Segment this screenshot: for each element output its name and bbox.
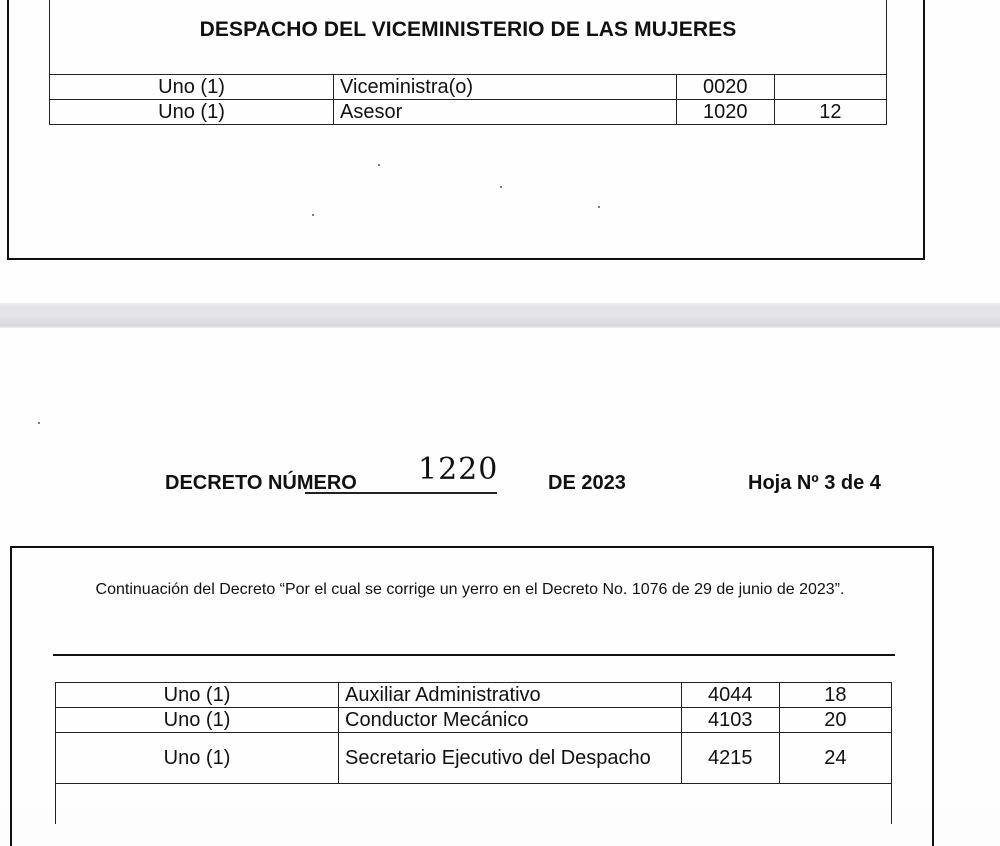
scan-speck bbox=[598, 206, 600, 208]
scan-speck bbox=[500, 186, 502, 188]
cell-grade: 18 bbox=[779, 683, 891, 708]
scan-speck bbox=[38, 422, 40, 424]
table-row bbox=[50, 75, 887, 100]
section-header-box bbox=[49, 0, 887, 74]
empty-cell bbox=[56, 784, 892, 825]
positions-table-top bbox=[49, 74, 887, 125]
table-row-empty bbox=[56, 784, 892, 825]
cell-code: 0020 bbox=[676, 75, 774, 100]
document-page-top bbox=[0, 0, 1000, 305]
decreto-number: 1220 bbox=[418, 452, 499, 487]
cell-grade: 20 bbox=[779, 708, 891, 733]
cell-code: 4044 bbox=[681, 683, 779, 708]
divider bbox=[53, 654, 895, 656]
page-separator[interactable] bbox=[0, 303, 1000, 328]
scan-speck bbox=[378, 164, 380, 166]
table-row bbox=[56, 683, 892, 708]
cell-code: 1020 bbox=[676, 100, 774, 125]
positions-table-bottom bbox=[55, 682, 892, 824]
cell-position: Secretario Ejecutivo del Despacho bbox=[339, 733, 682, 784]
cell-position: Conductor Mecánico bbox=[339, 708, 682, 733]
decreto-number-underline bbox=[305, 492, 497, 494]
table-row bbox=[56, 708, 892, 733]
decreto-label: DECRETO NÚMERO bbox=[165, 472, 357, 494]
scan-speck bbox=[312, 214, 314, 216]
cell-grade bbox=[774, 75, 886, 100]
cell-position: Auxiliar Administrativo bbox=[339, 683, 682, 708]
cell-code: 4215 bbox=[681, 733, 779, 784]
page-indicator: Hoja Nº 3 de 4 bbox=[748, 472, 881, 494]
document-page-bottom bbox=[0, 328, 1000, 809]
cell-position: Viceministra(o) bbox=[334, 75, 677, 100]
cell-code: 4103 bbox=[681, 708, 779, 733]
cell-position: Asesor bbox=[334, 100, 677, 125]
continuation-text: Continuación del Decreto “Por el cual se corrige un yerro en el Decreto No. 1076 de 29 de junio de 2023”. bbox=[95, 581, 845, 598]
cell-quantity: Uno (1) bbox=[56, 708, 339, 733]
cell-grade: 12 bbox=[774, 100, 886, 125]
cell-quantity: Uno (1) bbox=[50, 75, 334, 100]
cell-quantity: Uno (1) bbox=[56, 733, 339, 784]
cell-grade: 24 bbox=[779, 733, 891, 784]
cell-quantity: Uno (1) bbox=[50, 100, 334, 125]
cell-quantity: Uno (1) bbox=[56, 683, 339, 708]
table-row bbox=[50, 100, 887, 125]
decreto-year: DE 2023 bbox=[548, 472, 626, 494]
table-row bbox=[56, 733, 892, 784]
section-title: DESPACHO DEL VICEMINISTERIO DE LAS MUJERES bbox=[199, 18, 737, 41]
